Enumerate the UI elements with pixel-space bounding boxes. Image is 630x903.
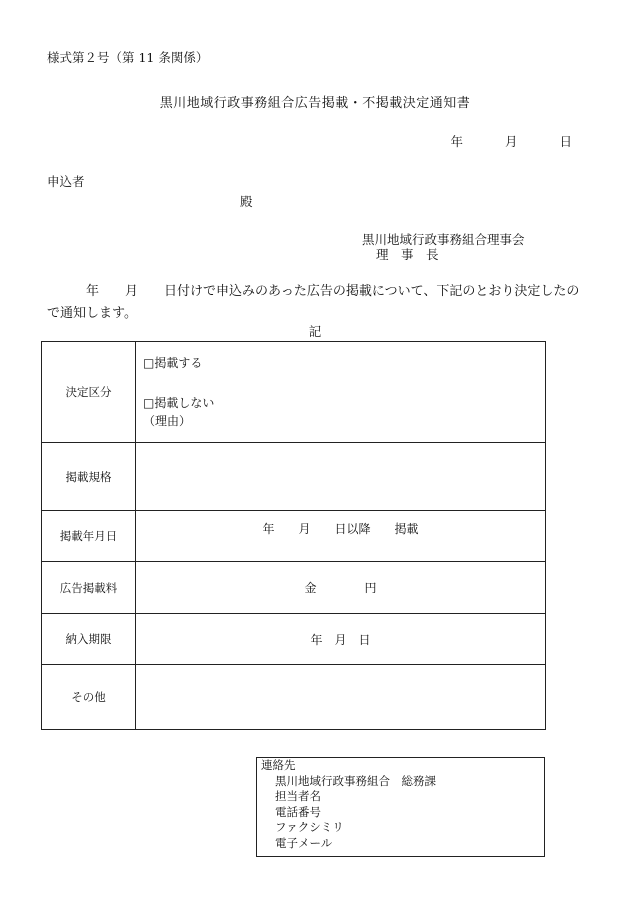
spec-value: [136, 443, 546, 511]
contact-department: 黒川地域行政事務組合 総務課: [275, 773, 436, 788]
reason-label: （理由）: [143, 414, 192, 428]
table-row-spec: [42, 443, 546, 511]
date-label: 掲載年月日: [42, 511, 136, 562]
applicant-label: 申込者: [47, 174, 85, 189]
issuer-organization: 黒川地域行政事務組合理事会: [362, 232, 525, 247]
decision-cell: [136, 342, 546, 443]
table-row-deadline: [42, 614, 546, 665]
document-title: 黒川地域行政事務組合広告掲載・不掲載決定通知書: [159, 96, 471, 111]
date-month: 月: [504, 134, 518, 149]
notice-body: 年 月 日付けで申込みのあった広告の掲載について、下記のとおり決定したので通知します。: [47, 284, 580, 321]
table-row-other: [42, 665, 546, 730]
fee-value: 金 円: [136, 562, 546, 614]
deadline-value: 年 月 日: [136, 614, 546, 665]
date-year: 年: [450, 134, 463, 149]
contact-fax: ファクシミリ: [275, 820, 344, 834]
spec-label: 掲載規格: [42, 443, 136, 511]
date-value: 年 月 日以降 掲載: [262, 521, 419, 536]
contact-phone: 電話番号: [275, 804, 321, 819]
table-row-date: [42, 511, 546, 562]
contact-email: 電子メール: [275, 835, 333, 850]
table-row-decision: [42, 342, 546, 443]
date-value-cell: [136, 511, 546, 562]
date-day: 日: [559, 134, 572, 149]
contact-box: [256, 757, 545, 857]
contact-heading: 連絡先: [261, 758, 296, 772]
deadline-label: 納入期限: [42, 614, 136, 665]
contact-person: 担当者名: [275, 789, 321, 803]
issue-date: [450, 132, 572, 150]
ki-heading: 記: [308, 324, 322, 339]
option-publish[interactable]: □掲載する: [143, 356, 203, 370]
other-label: その他: [42, 665, 136, 730]
fee-label: 広告掲載料: [42, 562, 136, 614]
decision-table: [41, 341, 546, 730]
issuer-role: 理 事 長: [376, 247, 439, 262]
form-number: 様式第２号（第 11 条関係）: [47, 50, 209, 65]
option-not-publish[interactable]: □掲載しない: [143, 396, 215, 410]
other-value: [136, 665, 546, 730]
honorific-dono: 殿: [240, 194, 253, 209]
decision-label: 決定区分: [42, 342, 136, 443]
table-row-fee: [42, 562, 546, 614]
